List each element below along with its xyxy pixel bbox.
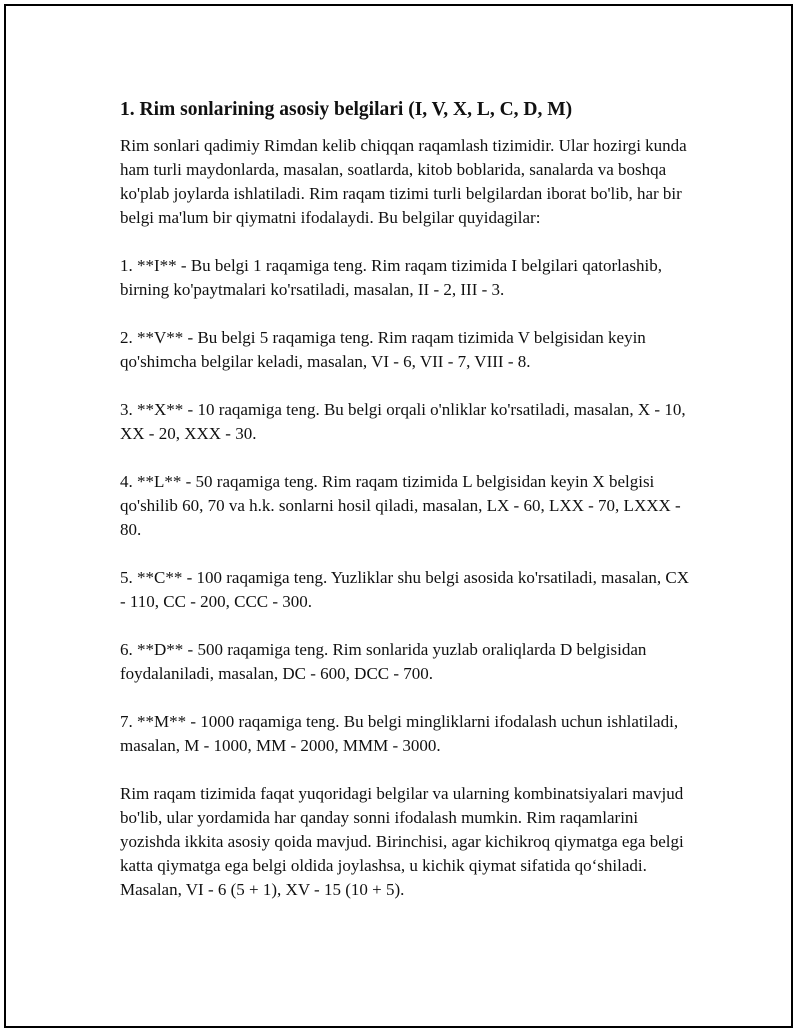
list-item-m: 7. **M** - 1000 raqamiga teng. Bu belgi mingliklarni ifodalash uchun ishlatiladi, masalan, M - 1000, MM - 2000, MMM - 3000. bbox=[120, 712, 679, 755]
intro-paragraph: Rim sonlari qadimiy Rimdan kelib chiqqan raqamlash tizimidir. Ular hozirgi kunda ham turli maydonlarda, masalan, soatlarda, kitob boblarida, sanalarda va boshqa ko'plab joylarda ishlatiladi. Rim raqam tizimi turli belgilardan iborat bo'lib, har bir belgi ma'lum bir qiymatni ifodalaydi. Bu belgilar quyidagilar: bbox=[120, 136, 687, 227]
list-item-d: 6. **D** - 500 raqamiga teng. Rim sonlarida yuzlab oraliqlarda D belgisidan foydalaniladi, masalan, DC - 600, DCC - 700. bbox=[120, 640, 647, 683]
section-heading: 1. Rim sonlarining asosiy belgilari (I, V, X, L, C, D, M) bbox=[120, 99, 573, 120]
list-item-c: 5. **C** - 100 raqamiga teng. Yuzliklar shu belgi asosida ko'rsatiladi, masalan, CX - 110, CC - 200, CCC - 300. bbox=[120, 568, 689, 611]
list-item-x: 3. **X** - 10 raqamiga teng. Bu belgi orqali o'nliklar ko'rsatiladi, masalan, X - 10, XX - 20, XXX - 30. bbox=[120, 400, 686, 443]
closing-paragraph: Rim raqam tizimida faqat yuqoridagi belgilar va ularning kombinatsiyalari mavjud bo'lib, ular yordamida har qanday sonni ifodalash mumkin. Rim raqamlarini yozishda ikkita asosiy qoida mavjud. Birinchisi, agar kichikroq qiymatga ega belgi katta qiymatga ega belgi oldida joylashsa, u kichik qiymat sifatida qo‘shiladi. Masalan, VI - 6 (5 + 1), XV - 15 (10 + 5). bbox=[120, 784, 684, 899]
list-item-l: 4. **L** - 50 raqamiga teng. Rim raqam tizimida L belgisidan keyin X belgisi qo'shilib 60, 70 va h.k. sonlarni hosil qiladi, masalan, LX - 60, LXX - 70, LXXX - 80. bbox=[120, 472, 681, 539]
list-item-v: 2. **V** - Bu belgi 5 raqamiga teng. Rim raqam tizimida V belgisidan keyin qo'shimcha belgilar keladi, masalan, VI - 6, VII - 7, VIII - 8. bbox=[120, 328, 646, 371]
list-item-i: 1. **I** - Bu belgi 1 raqamiga teng. Rim raqam tizimida I belgilari qatorlashib, birning ko'paytmalari ko'rsatiladi, masalan, II - 2, III - 3. bbox=[120, 256, 662, 299]
document-body bbox=[120, 97, 692, 926]
page-frame bbox=[4, 4, 793, 1028]
